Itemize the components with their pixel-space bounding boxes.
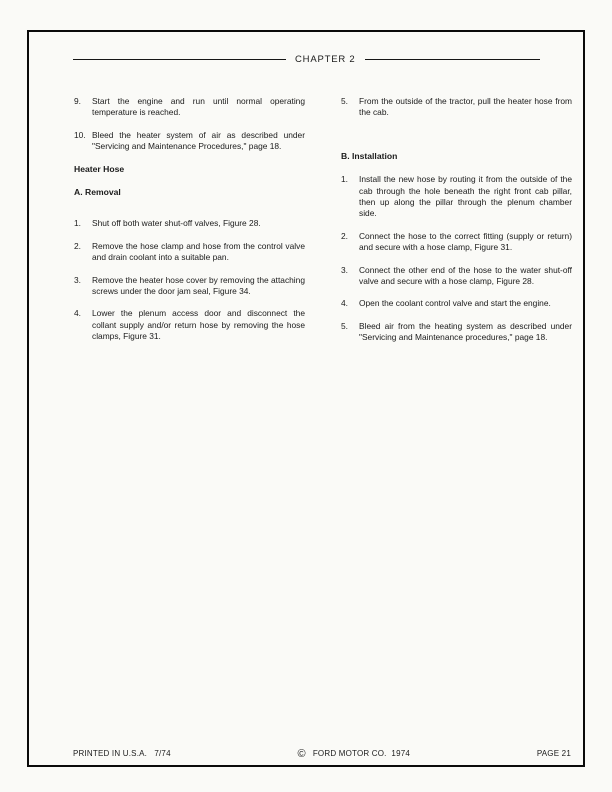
item-number: 1. <box>341 174 348 185</box>
item-text: Shut off both water shut-off valves, Figure 28. <box>92 218 261 229</box>
footer-printed-in: PRINTED IN U.S.A. 7/74 <box>73 749 171 758</box>
right-column <box>341 96 572 355</box>
section-heading-heater-hose: Heater Hose <box>74 163 125 174</box>
footer-company: FORD MOTOR CO. 1974 <box>312 749 411 758</box>
item-number: 3. <box>341 264 348 275</box>
item-number: 4. <box>74 308 81 319</box>
list-item <box>341 298 572 309</box>
item-text: Start the engine and run until normal operating temperature is reached. <box>92 96 305 118</box>
item-text: Install the new hose by routing it from the outside of the cab through the hole beneath the right front cab pillar, then up along the pillar through the plenum chamber side. <box>359 174 572 219</box>
chapter-title: CHAPTER 2 <box>295 54 356 65</box>
item-number: 5. <box>341 96 348 106</box>
list-item <box>74 241 305 264</box>
item-text: Remove the heater hose cover by removing the attaching screws under the door jam seal, Figure 34. <box>92 274 305 297</box>
item-number: 1. <box>74 218 81 229</box>
footer-copyright <box>298 749 411 758</box>
item-text: Open the coolant control valve and start the engine. <box>359 298 551 309</box>
item-text: Bleed the heater system of air as described under "Servicing and Maintenance Procedures," page 18. <box>92 129 305 152</box>
header-rule-left <box>73 59 286 61</box>
item-number: 4. <box>341 298 348 309</box>
item-number: 10. <box>74 129 86 140</box>
copyright-icon: © <box>297 747 306 760</box>
list-item <box>341 321 572 344</box>
header-rule-right <box>365 59 540 61</box>
item-text: From the outside of the tractor, pull the heater hose from the cab. <box>359 96 572 118</box>
footer-page-number: PAGE 21 <box>536 749 571 758</box>
item-text: Remove the hose clamp and hose from the control valve and drain coolant into a suitable pan. <box>92 240 305 263</box>
page-footer <box>73 749 571 758</box>
two-column-body <box>74 96 572 355</box>
list-item <box>74 218 305 229</box>
item-number: 3. <box>74 274 81 285</box>
list-item <box>74 130 305 153</box>
list-item <box>74 275 305 298</box>
list-item <box>341 265 572 288</box>
subsection-heading-removal: A. Removal <box>74 187 121 198</box>
item-number: 5. <box>341 320 348 331</box>
item-text: Connect the other end of the hose to the water shut-off valve and secure with a hose clamp, Figure 28. <box>359 264 572 287</box>
list-item <box>341 96 572 119</box>
item-text: Bleed air from the heating system as described under "Servicing and Maintenance procedures," page 18. <box>359 320 572 343</box>
list-item <box>74 96 305 119</box>
item-text: Lower the plenum access door and disconnect the collant supply and/or return hose by removing the hose clamps, Figure 31. <box>92 308 305 342</box>
left-column <box>74 96 305 355</box>
list-item <box>341 174 572 220</box>
list-item <box>341 231 572 254</box>
item-number: 2. <box>74 240 81 251</box>
item-text: Connect the hose to the correct fitting (supply or return) and secure with a hose clamp, Figure 31. <box>359 230 572 253</box>
item-number: 9. <box>74 96 81 106</box>
list-item <box>74 308 305 342</box>
item-number: 2. <box>341 230 348 241</box>
chapter-header <box>73 54 540 65</box>
subsection-heading-installation: B. Installation <box>341 150 398 161</box>
